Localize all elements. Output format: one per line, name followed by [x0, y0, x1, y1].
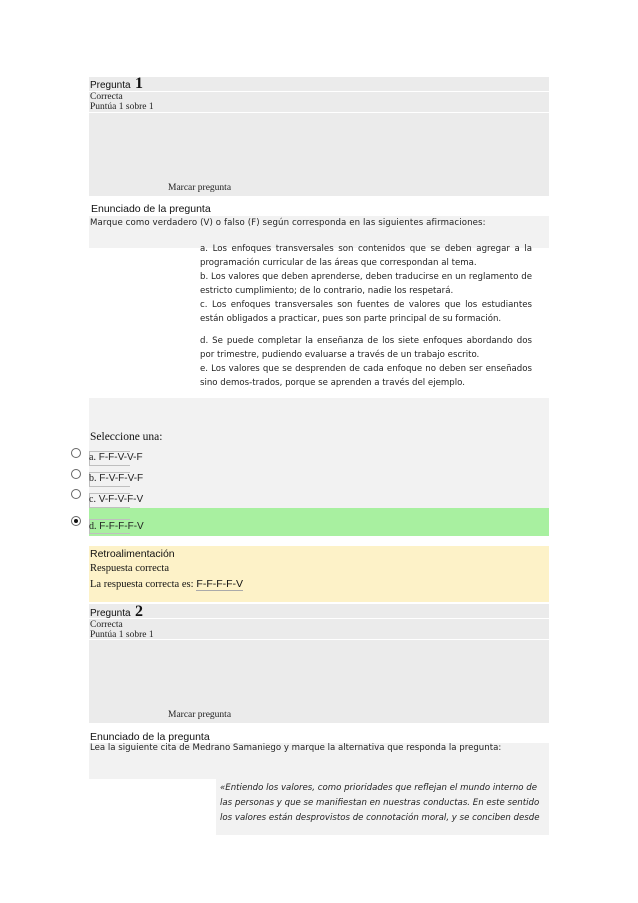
option-text: F-F-V-V-F — [98, 452, 143, 463]
question-2-info-divider-2 — [89, 639, 549, 640]
statement-letter: a. — [200, 244, 208, 254]
quote-block — [220, 781, 547, 826]
question-label: Pregunta — [90, 608, 131, 619]
statement-b — [200, 270, 532, 298]
statement-text: Los enfoques transversales son contenidos que se deben agregar a la programación curricular de las áreas que correspondan al tema. — [200, 244, 532, 268]
question-score: Puntúa 1 sobre 1 — [90, 102, 154, 112]
question-2-header — [90, 603, 143, 621]
quote-line: las personas y que se manifiestan en nuestras conductas. En este sentido — [220, 798, 540, 808]
statement-text: Se puede completar la enseñanza de los siete enfoques abordando dos por trimestre, pudiendo evaluarse a través de un trabajo escrito. — [200, 336, 532, 360]
option-a[interactable] — [89, 452, 549, 468]
statement-letter: b. — [200, 272, 209, 282]
option-b-radio[interactable] — [71, 469, 81, 479]
option-text: F-F-F-F-V — [99, 521, 144, 532]
question-score: Puntúa 1 sobre 1 — [90, 630, 154, 640]
select-prompt: Seleccione una: — [90, 431, 163, 443]
question-number: 2 — [135, 603, 144, 620]
statement-c — [200, 298, 532, 326]
option-letter: b. — [89, 473, 97, 484]
statement-letter: e. — [200, 364, 209, 374]
option-a-radio[interactable] — [71, 448, 81, 458]
question-1-info-divider-2 — [89, 112, 549, 113]
option-c-radio[interactable] — [71, 489, 81, 499]
statement-text: Los valores que deben aprenderse, deben traducirse en un reglamento de estricto cumplimiento; de lo contrario, nadie los respetará. — [200, 272, 532, 296]
flag-question-link[interactable]: Marcar pregunta — [168, 183, 232, 193]
question-instruction: Lea la siguiente cita de Medrano Samaniego y marque la alternativa que responda la pregunta: — [90, 743, 502, 753]
option-text: F-V-F-V-F — [99, 473, 144, 484]
quote-line: los valores están desprovistos de connotación moral, y se conciben desde — [220, 813, 540, 823]
quote-line: «Entiendo los valores, como prioridades que reflejan el mundo interno de — [220, 783, 538, 793]
option-letter: c. — [89, 494, 96, 505]
statement-text: Los enfoques transversales son fuentes de valores que los estudiantes están obligados a practicar, pues son parte principal de su formación. — [200, 300, 532, 324]
feedback-answer-value: F-F-F-F-V — [196, 578, 244, 590]
option-text: V-F-V-F-V — [98, 494, 144, 505]
statement-a — [200, 242, 532, 270]
option-d[interactable] — [89, 521, 549, 537]
question-1-heading-row — [89, 197, 549, 216]
statement-e — [200, 362, 532, 390]
question-instruction: Marque como verdadero (V) o falso (F) según corresponda en las siguientes afirmaciones: — [90, 218, 486, 228]
question-1-header — [90, 75, 143, 93]
option-b[interactable] — [89, 473, 549, 489]
feedback-result: Respuesta correcta — [90, 563, 170, 574]
question-number: 1 — [135, 75, 144, 92]
question-1-info — [89, 77, 549, 196]
feedback-answer-line — [90, 578, 243, 590]
flag-question-link[interactable]: Marcar pregunta — [168, 710, 232, 720]
question-status: Correcta — [90, 92, 123, 102]
question-heading: Enunciado de la pregunta — [91, 203, 211, 215]
question-2-info — [89, 604, 549, 723]
feedback-heading: Retroalimentación — [90, 548, 175, 560]
statement-text: Los valores que se desprenden de cada enfoque no deben ser enseñados sino demos-trados, porque se aprenden a través del ejemplo. — [200, 364, 532, 388]
question-1-info-divider — [89, 91, 549, 92]
statement-letter: c. — [200, 300, 208, 310]
option-d-radio[interactable] — [71, 516, 81, 526]
option-letter: d. — [89, 521, 97, 532]
feedback-answer-prefix: La respuesta correcta es: — [90, 579, 194, 590]
question-status: Correcta — [90, 620, 123, 630]
question-label: Pregunta — [90, 80, 131, 91]
question-2-info-divider — [89, 618, 549, 619]
option-letter: a. — [89, 452, 96, 463]
statement-letter: d. — [200, 336, 209, 346]
question-heading: Enunciado de la pregunta — [90, 731, 210, 743]
statement-d — [200, 334, 532, 362]
